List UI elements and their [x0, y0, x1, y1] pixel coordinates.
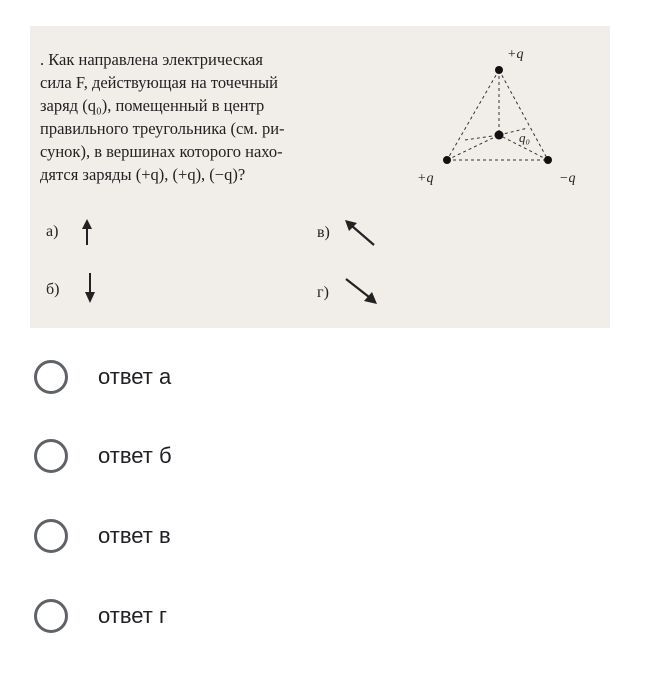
question-line: заряд (q₀), помещенный в центр [40, 96, 265, 115]
question-line: сила F, действующая на точечный [40, 73, 278, 92]
right-charge-label: −q [559, 171, 576, 186]
radio-circle-icon[interactable] [34, 439, 68, 473]
answer-label: ответ г [98, 603, 167, 628]
option-c-label: в) [317, 224, 330, 241]
question-image [30, 26, 610, 328]
question-line: дятся заряды (+q), (+q), (−q)? [40, 165, 246, 184]
left-charge-label: +q [417, 171, 434, 186]
question-text [40, 48, 400, 186]
answer-label: ответ б [98, 443, 172, 468]
charge-top-dot [495, 66, 503, 74]
answer-option-b[interactable] [34, 436, 434, 476]
arrow-up-icon [80, 218, 94, 246]
charge-left-dot [443, 156, 451, 164]
question-line: правильного треугольника (см. ри- [40, 119, 285, 138]
question-line: сунок), в вершинах которого нахо- [40, 142, 283, 161]
option-b-label: б) [46, 281, 60, 298]
option-a-label: а) [46, 223, 59, 240]
arrow-down-right-icon [343, 276, 379, 306]
charge-right-dot [544, 156, 552, 164]
radio-circle-icon[interactable] [34, 360, 68, 394]
radio-circle-icon[interactable] [34, 519, 68, 553]
option-d-label: г) [317, 284, 329, 301]
answer-option-c[interactable] [34, 516, 434, 556]
arrow-down-icon [83, 272, 97, 304]
arrow-up-left-icon [343, 218, 377, 248]
answer-label: ответ а [98, 364, 172, 389]
radio-circle-icon[interactable] [34, 599, 68, 633]
answer-option-d[interactable] [34, 596, 434, 636]
question-line: . Как направлена электрическая [40, 50, 263, 69]
triangle-lines [447, 70, 548, 160]
top-charge-label: +q [507, 47, 524, 62]
answer-label: ответ в [98, 523, 171, 548]
answer-option-a[interactable] [34, 357, 434, 397]
triangle-diagram [415, 40, 605, 200]
charge-center-dot [495, 131, 504, 140]
center-charge-label: q₀ [519, 130, 531, 145]
